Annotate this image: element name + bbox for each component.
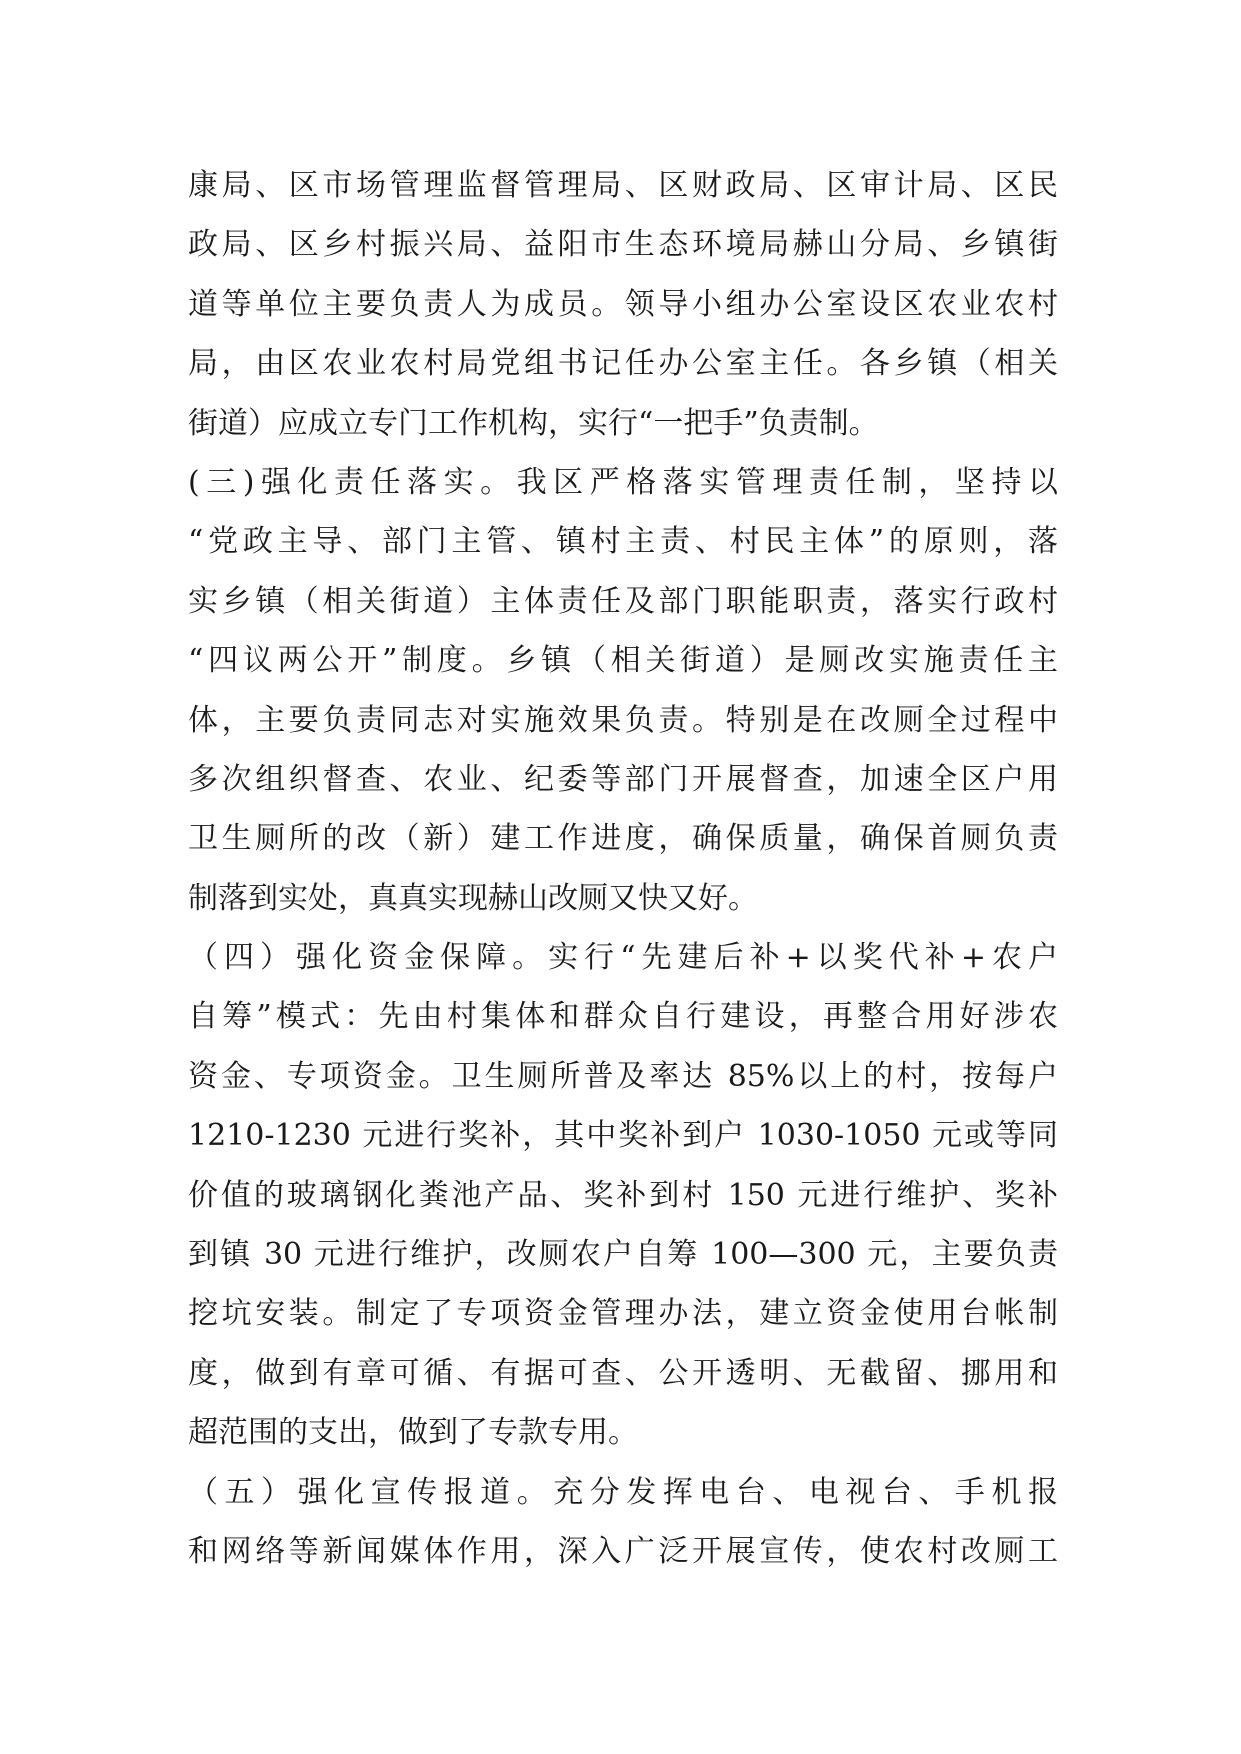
text-line: 和网络等新闻媒体作用，深入广泛开展宣传，使农村改厕工 xyxy=(188,1533,1058,1569)
text-line: 政局、区乡村振兴局、益阳市生态环境局赫山分局、乡镇街 xyxy=(188,227,1058,263)
text-line: 1210-1230 元进行奖补，其中奖补到户 1030-1050 元或等同 xyxy=(188,1118,1058,1154)
text-line: 多次组织督查、农业、纪委等部门开展督查，加速全区户用 xyxy=(188,761,1058,797)
text-line: 道等单位主要负责人为成员。领导小组办公室设区农业农村 xyxy=(188,286,1058,322)
text-line: 体，主要负责同志对实施效果负责。特别是在改厕全过程中 xyxy=(188,702,1058,738)
text-line: 超范围的支出，做到了专款专用。 xyxy=(188,1415,638,1451)
text-line: 自筹”模式：先由村集体和群众自行建设，再整合用好涉农 xyxy=(188,999,1058,1035)
text-line: 度，做到有章可循、有据可查、公开透明、无截留、挪用和 xyxy=(188,1355,1058,1391)
text-line: 局，由区农业农村局党组书记任办公室主任。各乡镇（相关 xyxy=(188,346,1058,382)
document-body xyxy=(188,156,1058,1581)
text-line: 康局、区市场管理监督管理局、区财政局、区审计局、区民 xyxy=(188,168,1058,203)
text-line: 挖坑安装。制定了专项资金管理办法，建立资金使用台帐制 xyxy=(188,1296,1058,1332)
text-line: 制落到实处，真真实现赫山改厕又快又好。 xyxy=(188,880,758,916)
text-line: 街道）应成立专门工作机构，实行“一把手”负责制。 xyxy=(188,405,879,441)
text-line: 到镇 30 元进行维护，改厕农户自筹 100—300 元，主要负责 xyxy=(188,1237,1058,1273)
text-line: 实乡镇（相关街道）主体责任及部门职能职责，落实行政村 xyxy=(188,583,1058,619)
text-line: “党政主导、部门主管、镇村主责、村民主体”的原则，落 xyxy=(188,524,1058,560)
text-line: （五）强化宣传报道。充分发挥电台、电视台、手机报 xyxy=(188,1474,1058,1510)
text-line: (三)强化责任落实。我区严格落实管理责任制，坚持以 xyxy=(188,464,1058,500)
text-line: 价值的玻璃钢化粪池产品、奖补到村 150 元进行维护、奖补 xyxy=(188,1177,1058,1213)
text-line: 资金、专项资金。卫生厕所普及率达 85%以上的村，按每户 xyxy=(188,1058,1058,1094)
text-line: “四议两公开”制度。乡镇（相关街道）是厕改实施责任主 xyxy=(188,643,1058,679)
text-line: （四）强化资金保障。实行“先建后补+以奖代补+农户 xyxy=(188,940,1058,976)
text-line: 卫生厕所的改（新）建工作进度，确保质量，确保首厕负责 xyxy=(188,821,1058,857)
